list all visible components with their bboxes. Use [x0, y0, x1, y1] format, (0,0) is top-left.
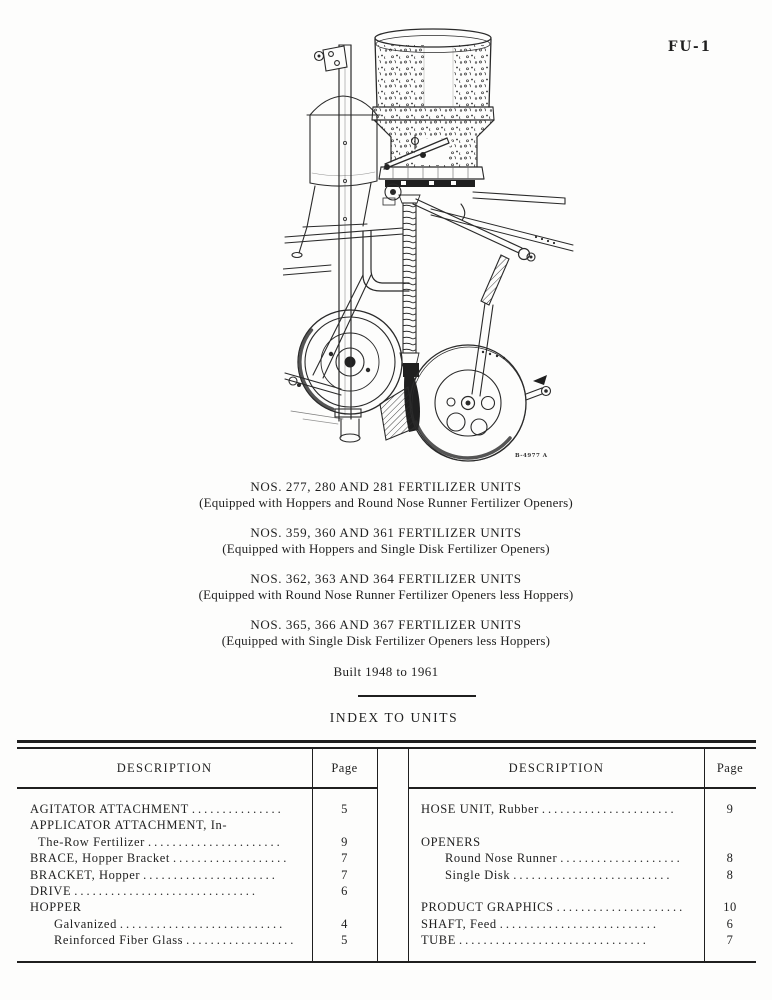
description-header: DESCRIPTION [116, 760, 213, 775]
index-row [17, 834, 377, 850]
index-heading: INDEX TO UNITS [329, 709, 459, 725]
entry-label: HOPPER [30, 900, 82, 915]
dot-leader: ........................... [119, 916, 286, 931]
entry-label: DRIVE [30, 883, 72, 898]
entry-page-number: 5 [341, 802, 348, 816]
table-gutter [378, 749, 408, 961]
caption-subtitle: (Equipped with Hoppers and Single Disk Fertilizer Openers) [222, 540, 550, 556]
built-line: Built 1948 to 1961 [333, 664, 439, 679]
unit-caption [0, 479, 772, 510]
entry-page-number [312, 899, 377, 915]
entry-page-number: 7 [341, 851, 348, 866]
entry-page-number: 10 [723, 900, 737, 915]
index-row [17, 801, 377, 817]
index-row [17, 850, 377, 866]
caption-title: NOS. 362, 363 AND 364 FERTILIZER UNITS [250, 571, 522, 586]
entry-label: Single Disk [444, 867, 511, 882]
frame-bars [283, 209, 573, 275]
dot-leader: .......................... [499, 916, 660, 931]
drop-tube [399, 195, 420, 366]
unit-caption [0, 525, 772, 556]
index-row [17, 817, 377, 833]
entry-page-number [704, 834, 756, 850]
entry-label: PRODUCT GRAPHICS [420, 900, 554, 915]
entry-page-number: 7 [726, 933, 734, 948]
entry-label: The-Row Fertilizer [38, 834, 145, 849]
dot-leader: .................. [186, 933, 297, 948]
page-header: Page [331, 760, 358, 775]
unit-caption [0, 571, 772, 602]
index-row [17, 916, 377, 932]
dot-leader [484, 834, 704, 850]
page-header: Page [716, 760, 744, 775]
entry-page-number: 8 [726, 867, 734, 882]
dot-leader: ..................... [556, 900, 686, 915]
dot-leader: .................... [560, 851, 683, 866]
entry-label: AGITATOR ATTACHMENT [30, 802, 189, 816]
page-code: FU-1 [667, 39, 712, 55]
index-row [17, 932, 377, 948]
description-header: DESCRIPTION [508, 760, 605, 775]
table-body [17, 789, 377, 961]
entry-page-number [704, 817, 756, 833]
caption-stack [0, 479, 772, 725]
index-table-right [408, 749, 756, 961]
entry-label: HOSE UNIT, Rubber [420, 802, 539, 816]
dot-leader [85, 899, 312, 915]
dot-leader: .......................... [513, 867, 673, 882]
figure-number: B-4977 A [515, 453, 548, 459]
dot-leader: ...................... [541, 802, 677, 816]
entry-label: SHAFT, Feed [420, 916, 497, 931]
entry-label: BRACKET, Hopper [30, 867, 141, 882]
entry-page-number: 6 [726, 916, 734, 931]
entry-label: Galvanized [54, 916, 117, 931]
fertilizer-unit-illustration [283, 23, 575, 467]
entry-page-number [704, 883, 756, 899]
index-row [17, 867, 377, 883]
entry-page-number: 4 [341, 916, 348, 931]
entry-label: OPENERS [420, 834, 481, 849]
dot-leader: ................... [173, 851, 290, 866]
entry-page-number: 8 [726, 851, 734, 866]
frame-tubes [285, 231, 409, 395]
index-row [17, 883, 377, 899]
dot-leader: ............................... [458, 933, 649, 948]
dot-leader: .............................. [74, 883, 258, 898]
entry-page-number: 9 [341, 834, 348, 849]
caption-subtitle: (Equipped with Hoppers and Round Nose Runner Fertilizer Openers) [199, 494, 573, 510]
table-top-rule [17, 740, 756, 749]
column-divider [312, 749, 313, 961]
caption-title: NOS. 277, 280 AND 281 FERTILIZER UNITS [250, 479, 522, 494]
entry-label: APPLICATOR ATTACHMENT, In- [30, 818, 228, 833]
entry-page-number [312, 817, 377, 833]
dot-leader: ...................... [147, 834, 283, 849]
built-underline [358, 695, 476, 697]
caption-title: NOS. 359, 360 AND 361 FERTILIZER UNITS [250, 525, 522, 540]
index-row [17, 899, 377, 915]
dot-leader [230, 817, 312, 833]
caption-title: NOS. 365, 366 AND 367 FERTILIZER UNITS [250, 617, 522, 632]
unit-caption [0, 617, 772, 648]
index-table [17, 740, 756, 963]
dot-leader: ...................... [143, 867, 278, 882]
entry-page-number: 9 [726, 802, 734, 816]
disk-wheel [410, 345, 551, 461]
entry-page-number: 6 [341, 883, 348, 898]
dot-leader [424, 883, 704, 899]
column-divider [704, 749, 705, 961]
entry-label: TUBE [420, 933, 456, 948]
table-header [17, 749, 377, 789]
dot-leader: ............... [191, 802, 284, 816]
unit-caption-list [0, 479, 772, 648]
entry-label: BRACE, Hopper Bracket [30, 851, 171, 866]
entry-label: Reinforced Fiber Glass [54, 933, 184, 948]
caption-subtitle: (Equipped with Round Nose Runner Fertilizer Openers less Hoppers) [198, 586, 574, 602]
caption-subtitle: (Equipped with Single Disk Fertilizer Openers less Hoppers) [221, 632, 551, 648]
dot-leader [424, 817, 704, 833]
entry-label: Round Nose Runner [444, 851, 558, 866]
index-table-left [17, 749, 378, 961]
entry-page-number: 5 [341, 933, 348, 948]
entry-page-number: 7 [341, 867, 348, 882]
opener-arm [413, 199, 535, 396]
